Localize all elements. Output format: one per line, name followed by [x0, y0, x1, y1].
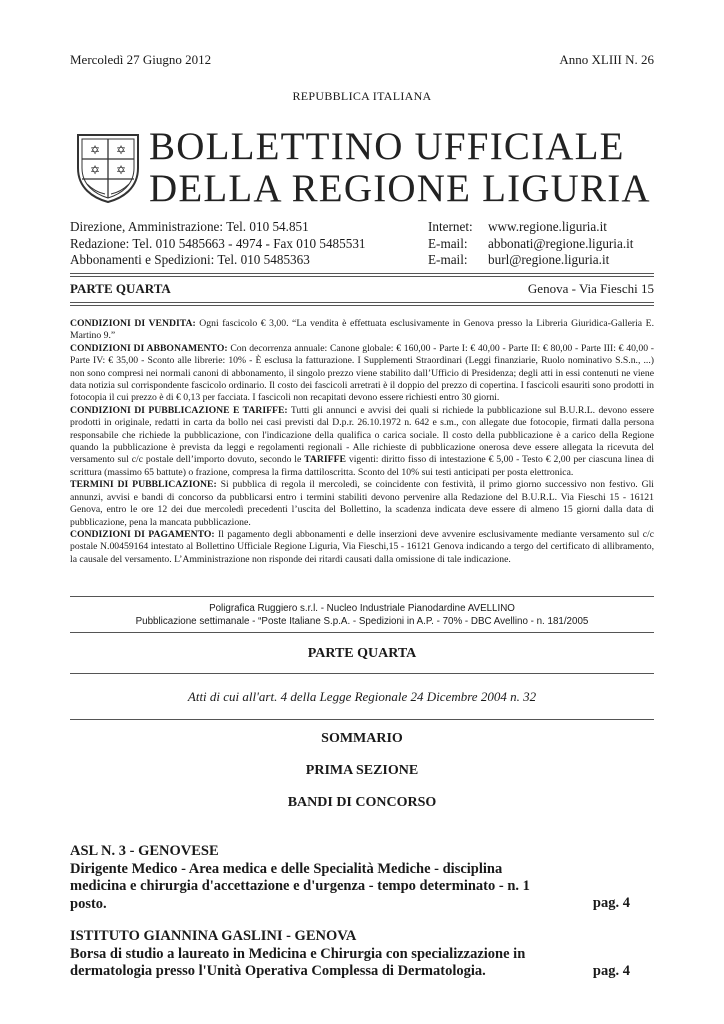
- publisher-block: [70, 602, 654, 628]
- entry-description: Dirigente Medico - Area medica e delle Specialità Mediche - disciplina medicina e chirurgia d'accettazione e d'urgenza - tempo determinato - n. 1 posto.: [70, 860, 530, 912]
- atti-note: Atti di cui all'art. 4 della Legge Regionale 24 Dicembre 2004 n. 32: [187, 689, 537, 704]
- sommario-entry: [70, 928, 630, 981]
- top-line: [70, 52, 654, 68]
- coat-of-arms-icon: [75, 132, 141, 204]
- entry-page: pag. 4: [592, 963, 630, 979]
- publisher-line1: Poligrafica Ruggiero s.r.l. - Nucleo Industriale Pianodardine AVELLINO: [209, 603, 515, 614]
- issue-number: Anno XLIII N. 26: [559, 52, 654, 67]
- republic-label: REPUBBLICA ITALIANA: [292, 89, 432, 103]
- termini-pubblicazione: TERMINI DI PUBBLICAZIONE: Si pubblica di regola il mercoledì, se coincidente con festività, il primo giorno successivo non festivo. Gli annunzi, avvisi e bandi di concorso da pubblicarsi entro i termini stabiliti devono pervenire alla Redazione del B.U.R.L. Via Fieschi 15 - 16121 Genova, entro le ore 12 dei due mercoledì precedenti l’uscita del Bollettino, la scadenza indicata deve essere di almeno 15 giorni dalla data di pubblicazione, pena la mancata pubblicazione.: [70, 479, 655, 528]
- divider-rule: [70, 719, 654, 720]
- sommario-heading: SOMMARIO: [321, 731, 403, 746]
- contact-abbonamenti: Abbonamenti e Spedizioni: Tel. 010 5485363: [70, 252, 310, 267]
- contact-label: E-mail:: [428, 235, 468, 251]
- entry-organization: ISTITUTO GIANNINA GASLINI - GENOVA: [70, 928, 357, 944]
- masthead-title-line2: DELLA REGIONE LIGURIA: [149, 167, 651, 210]
- website-link[interactable]: www.regione.liguria.it: [488, 219, 607, 234]
- email-burl-link[interactable]: burl@regione.liguria.it: [488, 252, 610, 267]
- publisher-line2: Pubblicazione settimanale - “Poste Italiane S.p.A. - Spedizioni in A.P. - 70% - DBC Avellino - n. 181/2005: [135, 616, 589, 627]
- divider-rule: [70, 673, 654, 674]
- svg-text:✡: ✡: [115, 163, 127, 177]
- masthead: [75, 125, 655, 210]
- parte-quarta-heading: PARTE QUARTA: [307, 646, 417, 661]
- entry-description: Borsa di studio a laureato in Medicina e Chirurgia con specializzazione in dermatologia presso l'Unità Operativa Complessa di Dermatologia.: [70, 945, 526, 979]
- email-abbonati-link[interactable]: abbonati@regione.liguria.it: [488, 235, 634, 251]
- issue-date: Mercoledì 27 Giugno 2012: [70, 52, 212, 67]
- condizioni-vendita: CONDIZIONI DI VENDITA: Ogni fascicolo € 3,00. “La vendita è effettuata esclusivamente in Genova presso la Libreria Giuridica-Galleria E. Martino 9.”: [70, 318, 654, 342]
- contact-label: E-mail:: [428, 252, 468, 267]
- parte-label: PARTE QUARTA: [70, 281, 171, 296]
- divider-rule: [70, 596, 654, 597]
- conditions-block: [70, 318, 654, 566]
- condizioni-abbonamento: CONDIZIONI DI ABBONAMENTO: Con decorrenza annuale: Canone globale: € 160,00 - Parte I: € 40,00 - Parte II: € 80,00 - Parte III: € 40,00 - Parte IV: € 35,00 - Sconto alle librerie: 10% - È esclusa la fatturazione. I Supplementi Straordinari (Leggi finanziarie, Ruolo nominativo S.S.n., ...) non sono compresi nei normali canoni di abbonamento, il singolo prezzo viene stabilito dall’Ufficio di Presidenza; degli atti in essi contenuti ne viene data notizia sul corrispondente fascicolo ordinario. Il costo dei fascicoli arretrati è il doppio del prezzo di copertina. I fascicoli esauriti sono prodotti in fotocopia il cui prezzo è di € 0,13 per facciata. I fascicoli non recapitati devono essere richiesti entro 30 giorni.: [70, 342, 654, 404]
- divider-rule: [70, 302, 654, 306]
- svg-text:✡: ✡: [115, 143, 127, 157]
- contacts-right: [428, 219, 633, 269]
- entry-page: pag. 4: [592, 895, 630, 911]
- contact-direzione: Direzione, Amministrazione: Tel. 010 54.851: [70, 219, 309, 234]
- entry-organization: ASL N. 3 - GENOVESE: [70, 843, 219, 859]
- contact-email-abbonati: [428, 236, 633, 253]
- contact-email-burl: [428, 252, 633, 269]
- divider-rule: [70, 632, 654, 633]
- masthead-title-line1: BOLLETTINO UFFICIALE: [149, 125, 625, 168]
- sommario-entry: [70, 843, 630, 913]
- address-label: Genova - Via Fieschi 15: [527, 281, 654, 296]
- svg-text:✡: ✡: [89, 143, 101, 157]
- contact-internet: [428, 219, 633, 236]
- contact-label: Internet:: [428, 219, 473, 234]
- prima-sezione-heading: PRIMA SEZIONE: [305, 763, 419, 778]
- parte-line: [70, 281, 654, 297]
- condizioni-pagamento: CONDIZIONI DI PAGAMENTO: Il pagamento degli abbonamenti e delle inserzioni deve avvenire esclusivamente mediante versamento sul c/c postale N.00459164 intestato al Bollettino Ufficiale Regione Liguria, Via Fieschi,15 - 16121 Genova indicando a tergo del certificato di allibramento, la causale del versamento. L’Amministrazione non risponde dei ritardi causati dalla omissione di tale indicazione.: [70, 528, 654, 565]
- svg-text:✡: ✡: [89, 163, 101, 177]
- masthead-title: [149, 126, 651, 210]
- divider-rule: [70, 273, 654, 277]
- contacts-left: [70, 219, 366, 269]
- contact-redazione: Redazione: Tel. 010 5485663 - 4974 - Fax 010 5485531: [70, 235, 366, 251]
- bandi-heading: BANDI DI CONCORSO: [287, 795, 437, 810]
- condizioni-pubblicazione: CONDIZIONI DI PUBBLICAZIONE E TARIFFE: Tutti gli annunci e avvisi dei quali si richiede la pubblicazione sul B.U.R.L. devono essere prodotti in originale, redatti in carta da bollo nei casi previsti dal D.p.r. 26.10.1972 n. 642 e s.m., con allegate due fotocopie, firmati dalla persona responsabile che richiede la pubblicazione, con l'indicazione della qualifica o carica sociale. Il costo della pubblicazione è a carico della Regione quando la pubblicazione è prevista da leggi e regolamenti regionali - Alle richieste di pubblicazione onerosa deve essere allegata la ricevuta del versamento sul c/c postale dell’importo dovuto, secondo le TARIFFE vigenti: diritto fisso di intestazione € 5,00 - Testo € 2,00 per ciascuna linea di scrittura (massimo 65 battute) o frazione, compresa la firma dattiloscritta. Sconto del 10% sui testi anticipati per posta elettronica.: [70, 404, 655, 478]
